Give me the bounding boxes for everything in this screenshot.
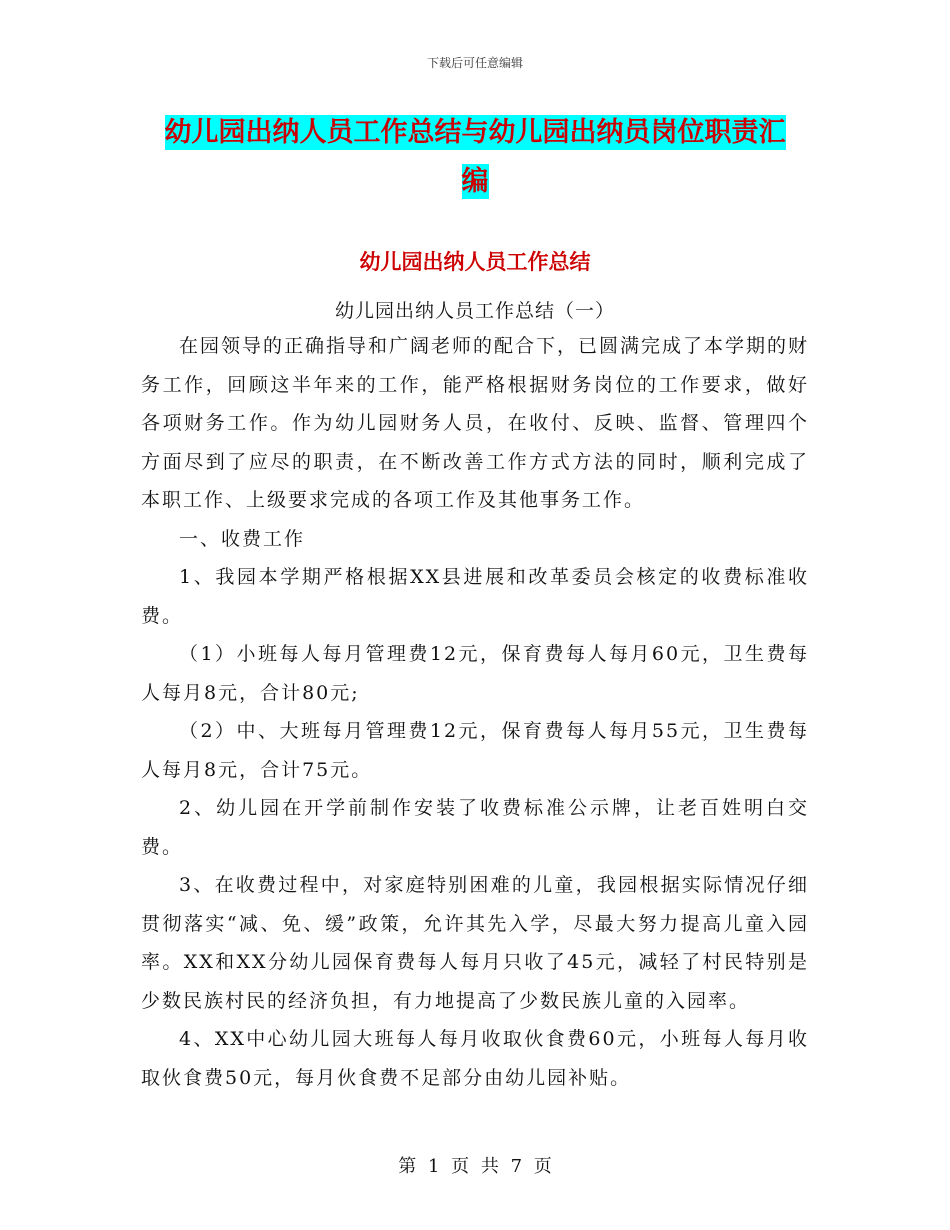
document-body xyxy=(141,327,809,1097)
section-title: 幼儿园出纳人员工作总结 xyxy=(359,250,591,274)
title-line-2: 编 xyxy=(461,166,489,197)
paragraph: （2）中、大班每月管理费12元，保育费每人每月55元，卫生费每人每月8元，合计75元。 xyxy=(141,720,809,781)
paragraph: 在园领导的正确指导和广阔老师的配合下，已圆满完成了本学期的财务工作，回顾这半年来的工作，能严格根据财务岗位的工作要求，做好各项财务工作。作为幼儿园财务人员，在收付、反映、监督、管理四个方面尽到了应尽的职责，在不断改善工作方式方法的同时，顺利完成了本职工作、上级要求完成的各项工作及其他事务工作。 xyxy=(141,335,810,511)
page-number-footer: 第 1 页 共 7 页 xyxy=(398,1156,552,1177)
document-title xyxy=(140,108,810,206)
paragraph: 4、XX中心幼儿园大班每人每月收取伙食费60元，小班每人每月收取伙食费50元，每月伙食费不足部分由幼儿园补贴。 xyxy=(141,1028,809,1089)
paragraph: 一、收费工作 xyxy=(179,527,306,550)
header-note: 下载后可任意编辑 xyxy=(426,56,523,70)
paragraph: 1、我园本学期严格根据XX县进展和改革委员会核定的收费标准收费。 xyxy=(141,566,809,627)
paragraph: 2、幼儿园在开学前制作安装了收费标准公示牌，让老百姓明白交费。 xyxy=(141,797,809,858)
title-line-1: 幼儿园出纳人员工作总结与幼儿园出纳员岗位职责汇 xyxy=(164,117,786,148)
sub-title: 幼儿园出纳人员工作总结（一） xyxy=(334,300,615,322)
paragraph: （1）小班每人每月管理费12元，保育费每人每月60元，卫生费每人每月8元，合计80元; xyxy=(141,643,809,704)
paragraph: 3、在收费过程中，对家庭特别困难的儿童，我园根据实际情况仔细贯彻落实“减、免、缓”政策，允许其先入学，尽最大努力提高儿童入园率。XX和XX分幼儿园保育费每人每月只收了45元，减轻了村民特别是少数民族村民的经济负担，有力地提高了少数民族儿童的入园率。 xyxy=(141,874,809,1012)
